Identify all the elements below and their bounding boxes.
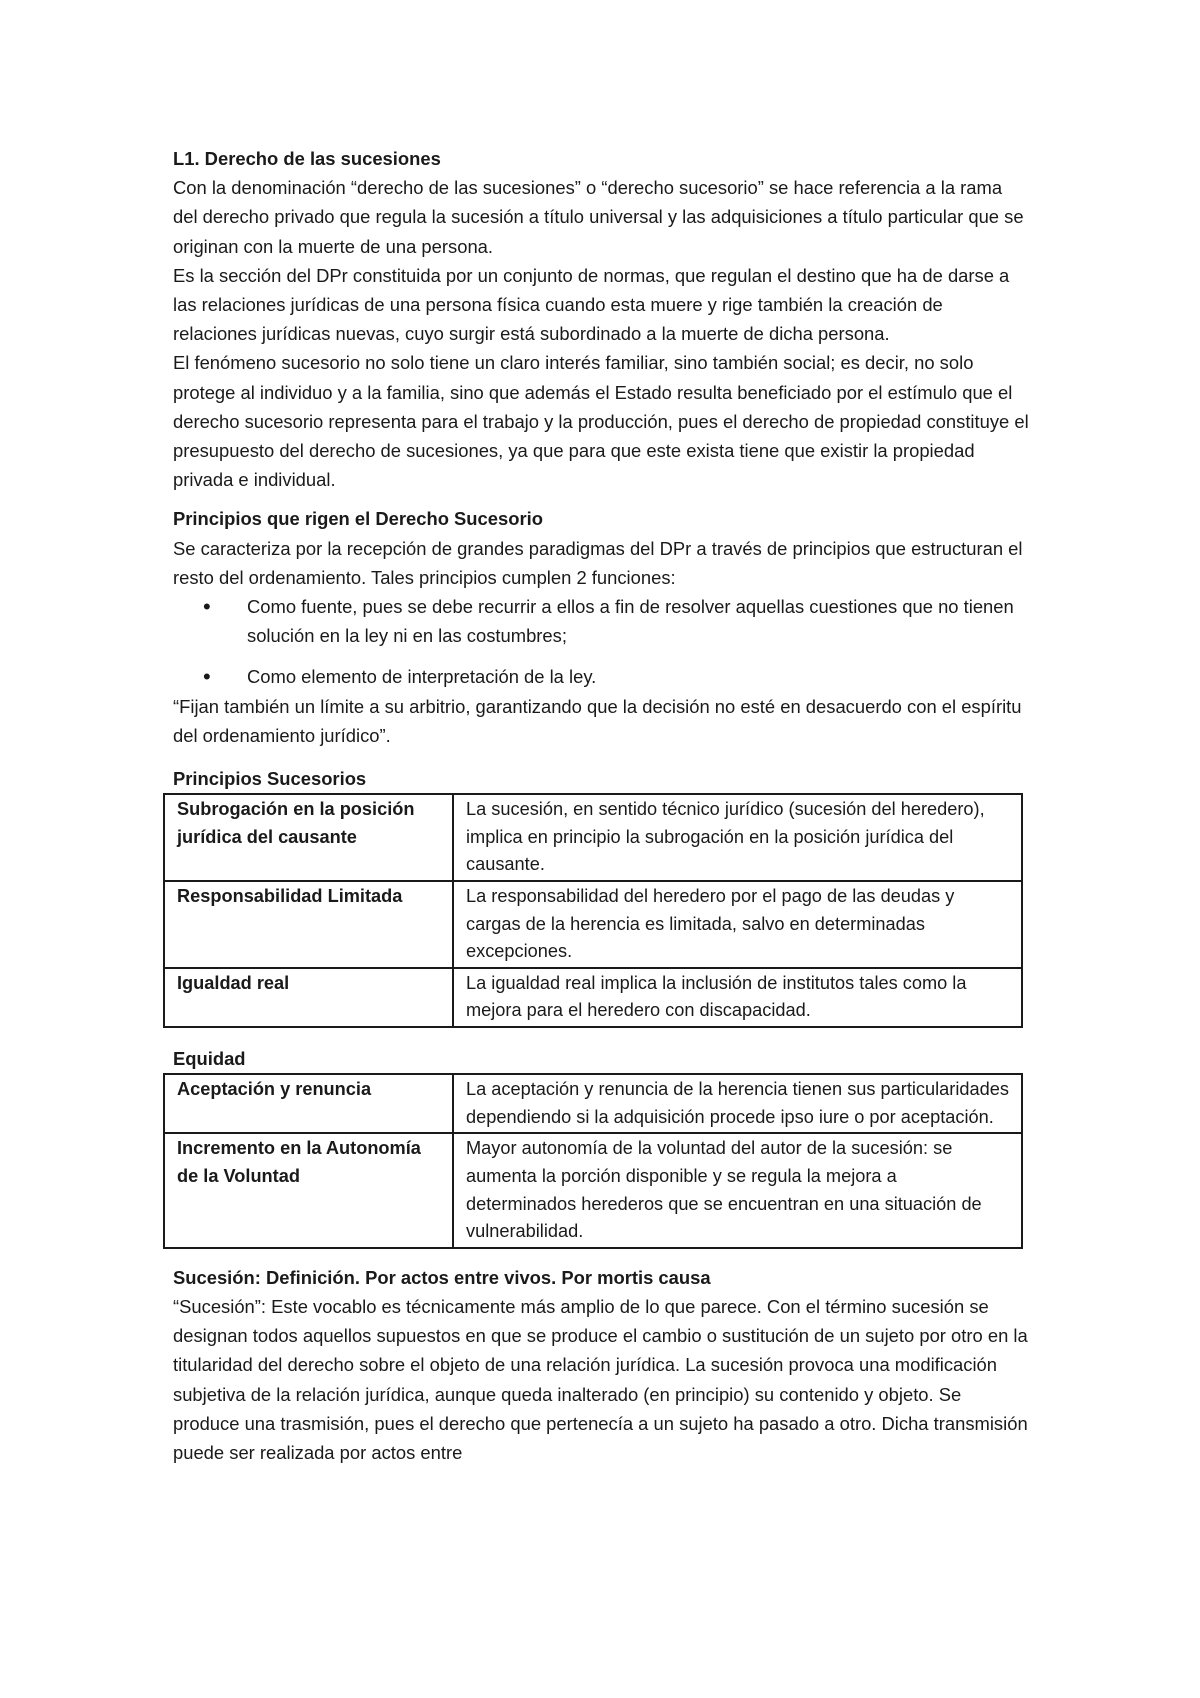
- section-title-sucesion-definicion: Sucesión: Definición. Por actos entre vivos. Por mortis causa: [173, 1266, 711, 1288]
- bullet-item: • Como elemento de interpretación de la ley.: [173, 662, 1031, 691]
- document-page: [173, 144, 1031, 1467]
- quote-paragraph: “Fijan también un límite a su arbitrio, garantizando que la decisión no esté en desacuerdo con el espíritu del ordenamiento jurídico”.: [173, 695, 1022, 746]
- equidad-table: [163, 1073, 1023, 1249]
- paragraph: El fenómeno sucesorio no solo tiene un claro interés familiar, sino también social; es decir, no solo protege al individuo y a la familia, sino que además el Estado resulta beneficiado por el estímulo que el derecho sucesorio representa para el trabajo y la producción, pues el derecho de propiedad constituye el presupuesto del derecho de sucesiones, ya que para que este exista tiene que existir la propiedad privada e individual.: [173, 352, 1029, 491]
- table-cell-description: La sucesión, en sentido técnico jurídico (sucesión del heredero), implica en principio la subrogación en la posición jurídica del causante.: [453, 794, 1022, 881]
- paragraph: Es la sección del DPr constituida por un conjunto de normas, que regulan el destino que ha de darse a las relaciones jurídicas de una persona física cuando esta muere y rige también la creación de relaciones jurídicas nuevas, cuyo surgir está subordinado a la muerte de dicha persona.: [173, 264, 1010, 345]
- table-cell-term: Aceptación y renuncia: [164, 1074, 453, 1133]
- table-cell-description: La igualdad real implica la inclusión de institutos tales como la mejora para el heredero con discapacidad.: [453, 968, 1022, 1027]
- principios-sucesorios-table: [163, 793, 1023, 1028]
- table-cell-term: Responsabilidad Limitada: [164, 881, 453, 968]
- table-row: [164, 794, 1022, 881]
- bullet-list: [173, 592, 1031, 692]
- paragraph: Con la denominación “derecho de las sucesiones” o “derecho sucesorio” se hace referencia a la rama del derecho privado que regula la sucesión a título universal y las adquisiciones a título particular que se originan con la muerte de una persona.: [173, 177, 1024, 257]
- table-row: [164, 1133, 1022, 1247]
- table-cell-description: La aceptación y renuncia de la herencia tienen sus particularidades dependiendo si la adquisición procede ipso iure o por aceptación.: [453, 1074, 1022, 1133]
- table-cell-term: Incremento en la Autonomía de la Voluntad: [164, 1133, 453, 1247]
- table-cell-description: La responsabilidad del heredero por el pago de las deudas y cargas de la herencia es limitada, salvo en determinadas excepciones.: [453, 881, 1022, 968]
- bullet-item: • Como fuente, pues se debe recurrir a ellos a fin de resolver aquellas cuestiones que no tienen solución en la ley ni en las costumbres;: [173, 592, 1031, 650]
- section-title-derecho-sucesiones: L1. Derecho de las sucesiones: [173, 148, 441, 169]
- paragraph: Se caracteriza por la recepción de grandes paradigmas del DPr a través de principios que estructuran el resto del ordenamiento. Tales principios cumplen 2 funciones:: [173, 537, 1023, 588]
- table-title-principios-sucesorios: Principios Sucesorios: [173, 768, 367, 790]
- table-row: [164, 1074, 1022, 1133]
- table-cell-term: Subrogación en la posición jurídica del causante: [164, 794, 453, 881]
- table-cell-term: Igualdad real: [164, 968, 453, 1027]
- table-row: [164, 881, 1022, 968]
- paragraph: “Sucesión”: Este vocablo es técnicamente más amplio de lo que parece. Con el término sucesión se designan todos aquellos supuestos en que se produce el cambio o sustitución de un sujeto por otro en la titularidad del derecho sobre el objeto de una relación jurídica. La sucesión provoca una modificación subjetiva de la relación jurídica, aunque queda inalterado (en principio) su contenido y objeto. Se produce una trasmisión, pues el derecho que pertenecía a un sujeto ha pasado a otro. Dicha transmisión puede ser realizada por actos entre: [173, 1295, 1028, 1463]
- table-cell-description: Mayor autonomía de la voluntad del autor de la sucesión: se aumenta la porción disponible y se regula la mejora a determinados herederos que se encuentran en una situación de vulnerabilidad.: [453, 1133, 1022, 1247]
- section-title-principios: Principios que rigen el Derecho Sucesorio: [173, 508, 543, 530]
- table-title-equidad: Equidad: [173, 1048, 246, 1070]
- table-row: [164, 968, 1022, 1027]
